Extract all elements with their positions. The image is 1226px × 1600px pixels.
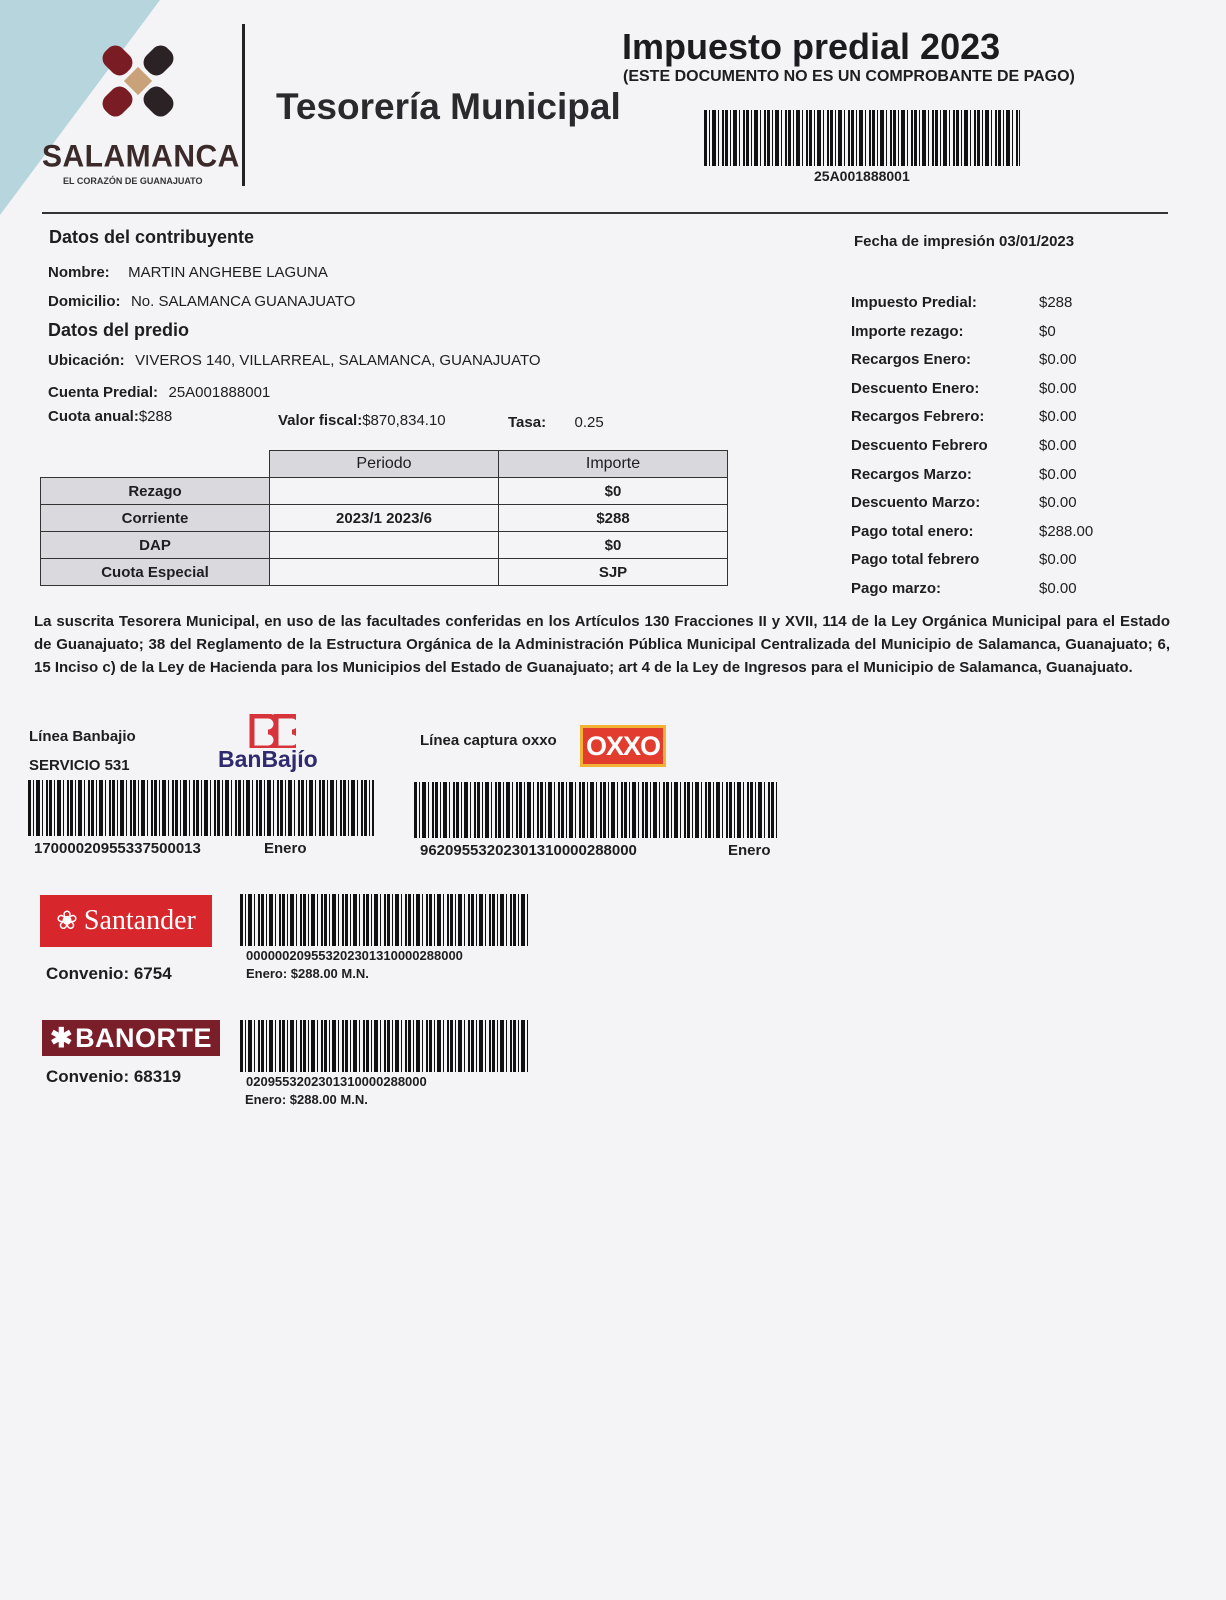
santander-barcode-number: 000000209553202301310000288000 [246,948,463,963]
summary-label: Recargos Marzo: [851,466,972,483]
nombre-row [48,264,328,282]
table-header-row [41,451,728,478]
fecha-impresion: Fecha de impresión 03/01/2023 [854,233,1075,250]
summary-value: $0.00 [1039,351,1077,368]
banorte-convenio: Convenio: 68319 [46,1067,182,1086]
summary-value: $288.00 [1039,523,1094,540]
importe-cell: $0 [499,478,728,505]
logo-tagline: EL CORAZÓN DE GUANAJUATO [63,176,203,186]
santander-barcode [240,894,528,946]
santander-logo [40,895,212,947]
banbajio-barcode-number: 17000020955337500013 [34,840,201,857]
cuenta-value: 25A001888001 [168,384,271,401]
cuenta-row [48,384,270,402]
banorte-logo [42,1020,220,1056]
domicilio-value: No. SALAMANCA GUANAJUATO [130,293,356,310]
table-row [41,478,728,505]
valor-label: Valor fiscal: [278,412,363,429]
summary-label: Pago total febrero [851,551,980,568]
header-divider [242,24,245,186]
document-title: Impuesto predial 2023 [622,26,1001,67]
tasa-label: Tasa: [508,414,547,431]
summary-value: $0.00 [1039,466,1077,483]
banbajio-servicio: SERVICIO 531 [29,757,130,774]
banbajio-brand: BanBajío [218,746,318,772]
ubicacion-label: Ubicación: [48,352,125,369]
summary-label: Descuento Febrero [851,437,988,454]
valor-value: $870,834.10 [362,412,446,429]
banorte-monto: Enero: $288.00 M.N. [245,1092,368,1107]
cuota-label: Cuota anual: [48,408,139,425]
ubicacion-row [48,352,541,370]
periodo-cell [270,559,499,586]
importes-table [40,450,728,586]
salamanca-logo-icon [88,26,188,136]
oxxo-mes: Enero [728,842,771,859]
contribuyente-heading: Datos del contribuyente [49,227,255,247]
cuota-row [48,408,172,426]
summary-label: Descuento Marzo: [851,494,981,511]
importe-cell: $288 [499,505,728,532]
summary-value: $0.00 [1039,580,1077,597]
oxxo-barcode [414,782,778,838]
predio-heading: Datos del predio [48,320,190,340]
oxxo-logo: OXXO [580,725,666,767]
importe-cell: SJP [499,559,728,586]
oxxo-label: Línea captura oxxo [420,732,557,749]
domicilio-label: Domicilio: [48,293,121,310]
document-subtitle: (ESTE DOCUMENTO NO ES UN COMPROBANTE DE PAGO) [623,68,1075,85]
banbajio-label: Línea Banbajio [29,728,136,745]
table-row [41,505,728,532]
summary-value: $0 [1039,323,1056,340]
importe-header: Importe [499,451,728,478]
header-barcode-number: 25A001888001 [814,168,910,184]
summary-value: $0.00 [1039,408,1077,425]
domicilio-row [48,293,355,311]
concepto-cell: Rezago [41,478,270,505]
summary-label: Pago total enero: [851,523,974,540]
summary-label: Recargos Enero: [851,351,972,368]
tasa-row [508,414,604,432]
banbajio-mes: Enero [264,840,307,857]
nombre-value: MARTIN ANGHEBE LAGUNA [128,264,328,281]
summary-label: Descuento Enero: [851,380,980,397]
table-row [41,559,728,586]
summary-value: $0.00 [1039,551,1077,568]
concepto-cell: Corriente [41,505,270,532]
banorte-brand: BANORTE [75,1022,213,1053]
banorte-barcode-number: 0209553202301310000288000 [246,1074,427,1089]
summary-label: Pago marzo: [851,580,942,597]
summary-value: $0.00 [1039,437,1077,454]
department-title: Tesorería Municipal [276,86,621,127]
periodo-cell [270,532,499,559]
santander-monto: Enero: $288.00 M.N. [246,966,369,981]
cuenta-label: Cuenta Predial: [48,384,159,401]
table-row [41,532,728,559]
nombre-label: Nombre: [48,264,110,281]
concepto-cell: DAP [41,532,270,559]
santander-convenio: Convenio: 6754 [46,964,172,983]
tasa-value: 0.25 [574,414,604,431]
cuota-value: $288 [138,408,173,425]
periodo-cell: 2023/1 2023/6 [270,505,499,532]
legal-text: La suscrita Tesorera Municipal, en uso de las facultades conferidas en los Artículos 130 Fracciones II y XVII, 114 de la Ley Orgánica Municipal para el Estado de Guanajuato; 38 del Reglamento de la Estructura Orgánica de la Administración Pública Municipal Centralizada del Municipio de Salamanca, Guanajuato; 6, 15 Inciso c) de la Ley de Hacienda para los Municipios del Estado de Guanajuato; art 4 de la Ley de Ingresos para el Municipio de Salamanca, Guanajuato. [34,613,1170,676]
santander-brand: Santander [83,905,196,936]
summary-value: $0.00 [1039,494,1077,511]
banbajio-barcode [28,780,374,836]
summary-value: $0.00 [1039,380,1077,397]
banorte-mark-icon: ✱ [49,1022,74,1053]
logo-name: SALAMANCA [42,139,240,174]
header-rule [42,212,1168,214]
summary-value: $288 [1039,294,1073,311]
summary-label: Importe rezago: [851,323,964,340]
summary-label: Recargos Febrero: [851,408,985,425]
oxxo-barcode-number: 96209553202301310000288000 [420,842,637,859]
periodo-cell [270,478,499,505]
importe-cell: $0 [499,532,728,559]
banorte-barcode [240,1020,528,1072]
header-barcode [704,110,1020,166]
banbajio-logo-icon [248,714,296,748]
santander-flame-icon: ❀ [56,906,78,935]
concepto-cell: Cuota Especial [41,559,270,586]
periodo-header: Periodo [270,451,499,478]
valor-row [278,412,446,430]
ubicacion-value: VIVEROS 140, VILLARREAL, SALAMANCA, GUANAJUATO [135,352,541,369]
summary-label: Impuesto Predial: [851,294,977,311]
